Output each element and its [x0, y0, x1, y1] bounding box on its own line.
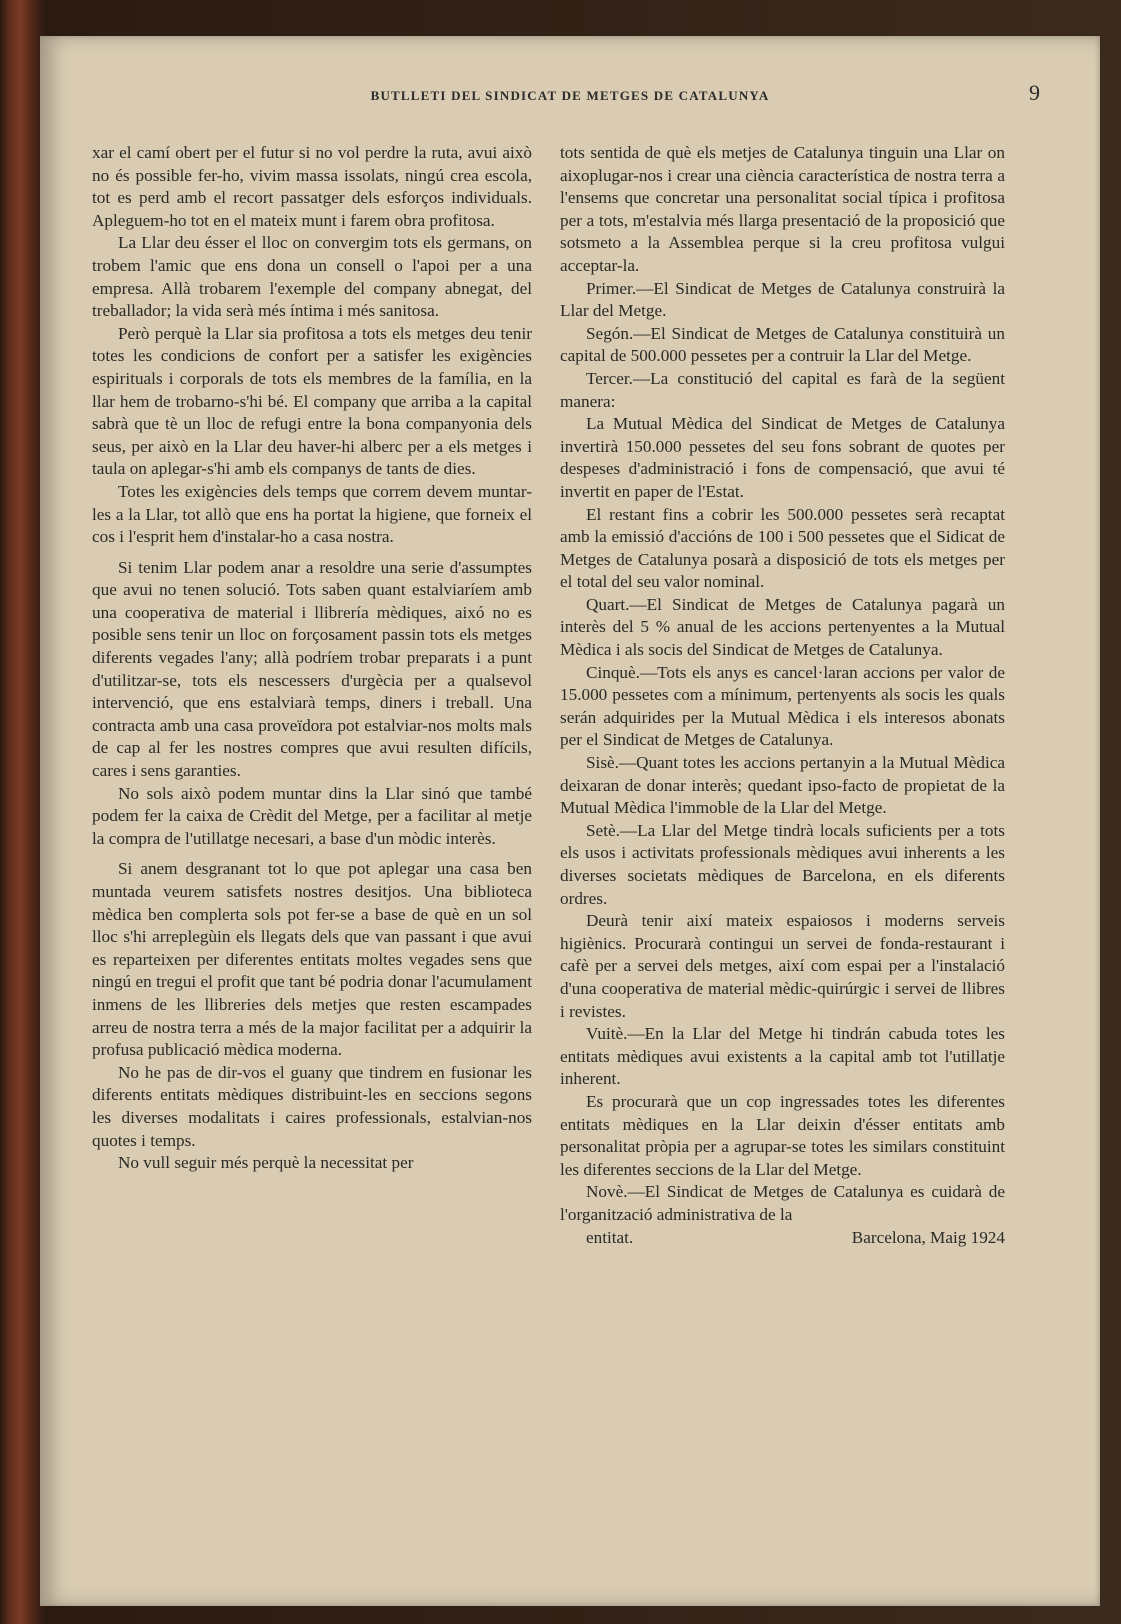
paragraph: La Llar deu ésser el lloc on convergim tots els germans, on trobem l'amic que ens dona un consell o l'apoi per a una empresa. Allà trobarem l'exemple del company abnegat, del treballador; la vida serà més íntima i més sanitosa.	[92, 233, 532, 321]
paragraph: No he pas de dir-vos el guany que tindrem en fusionar les diferents entitats mèdiques distribuint-les en seccions segons les diverses modalitats i caires professionals, estalvian-nos quotes i temps.	[92, 1062, 532, 1150]
paragraph: La Mutual Mèdica del Sindicat de Metges de Catalunya invertirà 150.000 pessetes del seu fons sobrant de quotes per despeses d'administració i fons de compensació, que avui té invertit en paper de l'Estat.	[560, 414, 1005, 501]
paragraph: No sols això podem muntar dins la Llar sinó que també podem fer la caixa de Crèdit del Metge, per a facilitar al metje la compra de l'utillatge necesari, a base d'un mòdic interès.	[92, 783, 532, 848]
paragraph: Si anem desgranant tot lo que pot aplegar una casa ben muntada veurem satisfets nostres desitjos. Una biblioteca mèdica ben complerta sols pot fer-se a base de què en un sol lloc s'hi arreplegùin els llegats dels que van passant i que avui es reparteixen per diferentes entitats moltes vegades sens que ningú en tregui el profit que tant bé podria donar l'acumulament inmens de les llibreries dels metjes que resten escampades arreu de nostra terra a més de la major facilitat per a adquirir la profusa publicació mèdica moderna.	[92, 859, 532, 1060]
paragraph: xar el camí obert per el futur si no vol perdre la ruta, avui això no és possible fer-ho, vivim massa issolats, ningú crea escola, tot es perd amb el recort passatger dels esforços individuals. Apleguem-ho tot en el mateix munt i farem obra profitosa.	[92, 143, 532, 230]
paragraph: Deurà tenir així mateix espaiosos i moderns serveis higiènics. Procurarà contingui un servei de fonda-restaurant i cafè per a servei dels metges, així com espai per a l'instalació d'una cooperativa de material mèdic-quirúrgic i servei de llibres i revistes.	[560, 911, 1005, 1021]
article-cinque: Cinquè.—Tots els anys es cancel·laran accions per valor de 15.000 pessetes com a mínimum, pertenyents als socis les quals serán adquirides per la Mutual Mèdica i els interesos abonats per el Sindicat de Metges de Catalunya.	[560, 662, 1005, 750]
running-title: BUTLLETI DEL SINDICAT DE METGES DE CATALUNYA	[370, 88, 770, 103]
paragraph: Si tenim Llar podem anar a resoldre una serie d'assumptes que avui no tenen solució. Tots saben quant estalviaríem amb una cooperativa de material i llibrería mèdiques, aixó no es posible sens tenir un lloc on forçosament passin tots els metges diferents vegades l'any; allà podríem trobar preparats i a punt d'utilitzar-se, tots els nescessers d'urgècia per a qualsevol intervenció, que ens estalviarà temps, diners i treball. Una contracta amb una casa proveïdora pot estalviar-nos molts mals de cap al fer les nostres compres que avui resulten difícils, cares i sens garanties.	[92, 557, 532, 781]
final-word: entitat.	[586, 1227, 634, 1247]
page-number: 9	[1029, 80, 1040, 105]
closing-line	[560, 1227, 1005, 1250]
article-nove: Novè.—El Sindicat de Metges de Catalunya es cuidarà de l'organització administrativa de la	[560, 1182, 1005, 1224]
article-vuite: Vuitè.—En la Llar del Metge hi tindrán cabuda totes les entitats mèdiques avui existents a la capital amb tot l'utillatje inherent.	[560, 1024, 1005, 1089]
article-quart: Quart.—El Sindicat de Metges de Catalunya pagarà un interès del 5 % anual de les accions pertenyentes a la Mutual Mèdica i als socis del Sindicat de Metges de Catalunya.	[560, 594, 1005, 660]
article-primer: Primer.—El Sindicat de Metges de Catalunya construirà la Llar del Metge.	[560, 278, 1005, 321]
article-segon: Segón.—El Sindicat de Metges de Catalunya constituirà un capital de 500.000 pessetes per a contruir la Llar del Metge.	[560, 323, 1005, 366]
journal-page	[40, 36, 1100, 1606]
left-column	[92, 142, 532, 1175]
article-sise: Sisè.—Quant totes les accions pertanyin a la Mutual Mèdica deixaran de donar interès; quedant ipso-facto de propietat de la Mutual Mèdica l'immoble de la Llar del Metge.	[560, 753, 1005, 818]
article-sete: Setè.—La Llar del Metge tindrà locals suficients per a tots els usos i activitats professionals mèdiques avui inherents a les diverses societats mèdiques de Barcelona, en els diferents ordres.	[560, 820, 1005, 908]
paragraph: No vull seguir més perquè la necessitat per	[118, 1153, 414, 1173]
paragraph: Totes les exigències dels temps que correm devem muntar-les a la Llar, tot allò que ens ha portat la higiene, que forneix el cos i l'esprit hem d'instalar-ho a casa nostra.	[92, 481, 532, 547]
article-tercer: Tercer.—La constitució del capital es farà de la següent manera:	[560, 368, 1005, 411]
paragraph: Es procurarà que un cop ingressades totes les diferentes entitats mèdiques en la Llar deixin d'ésser entitats amb personalitat pròpia per a agrupar-se totes les similars constituint les diferentes seccions de la Llar del Metge.	[560, 1091, 1005, 1179]
right-column	[560, 142, 1005, 1249]
paragraph: tots sentida de què els metjes de Catalunya tinguin una Llar on aixoplugar-nos i crear una ciència característica de nostra terra a l'ensems que concretar una personalitat social típica i profitosa per a tots, m'estalvia més llarga presentació de la proposició que sotsmeto a la Assemblea perque si la creu profitosa vulgui acceptar-la.	[560, 143, 1005, 275]
place-date: Barcelona, Maig 1924	[851, 1227, 1005, 1247]
paragraph: El restant fins a cobrir les 500.000 pessetes serà recaptat amb la emissió d'accións de 100 i 500 pessetes que el Sidicat de Metges de Catalunya posarà a disposició de tots els metges per el total del seu valor nominal.	[560, 504, 1005, 592]
paragraph: Però perquè la Llar sia profitosa a tots els metges deu tenir totes les condicions de confort per a satisfer les exigències espirituals i corporals de tots els membres de la família, en la llar hem de trobarno-s'hi bé. El company que arriba a la capital sabrà que tè un lloc de refugi entre la bona companyonia dels seus, per això en la Llar deu haver-hi alberc per a els metges i taula on aplegar-s'hi amb els companys de tants de dies.	[92, 323, 532, 479]
